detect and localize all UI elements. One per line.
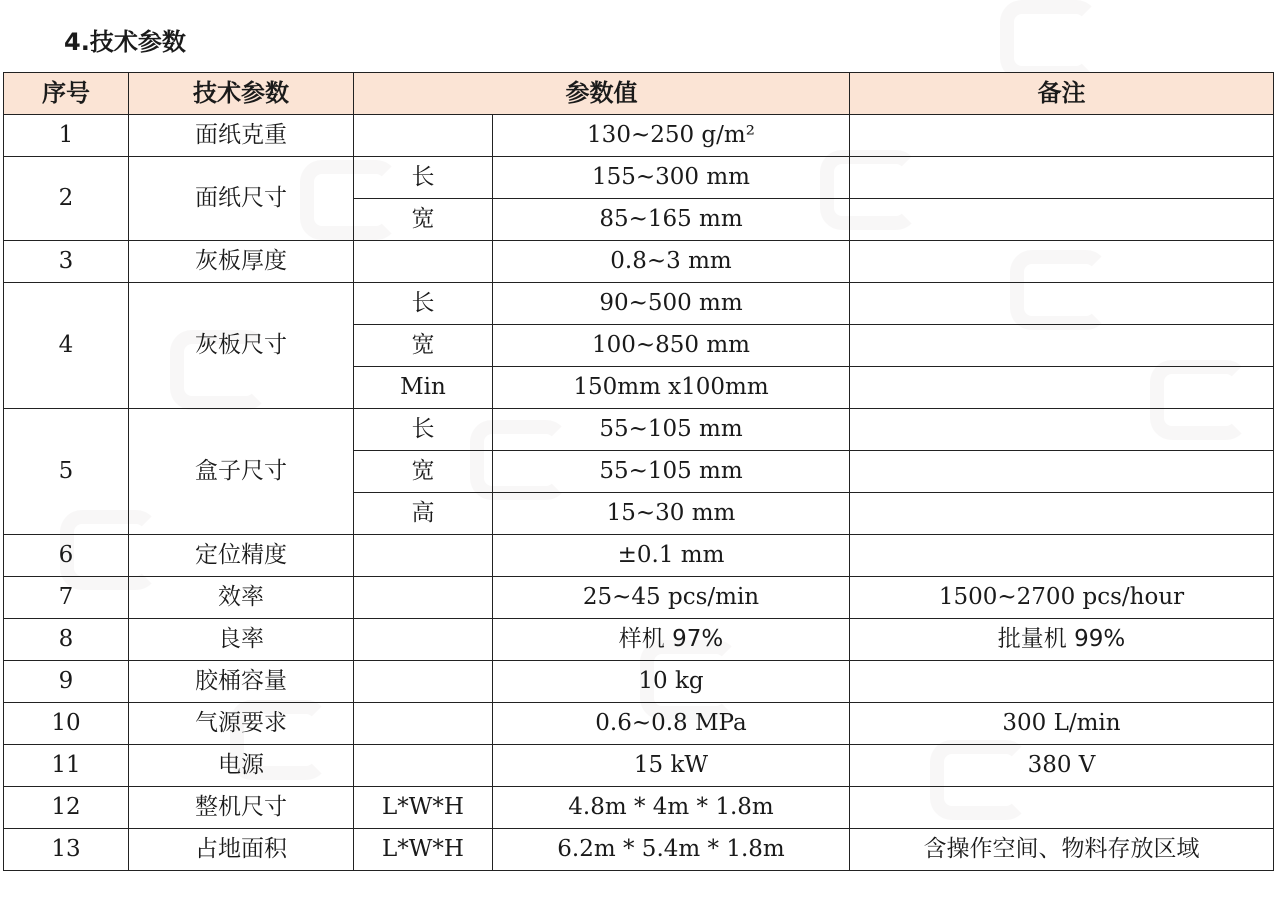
cell-note (850, 241, 1274, 283)
cell-value: 0.6~0.8 MPa (493, 703, 850, 745)
cell-no: 6 (4, 535, 129, 577)
watermark-logo (1000, 0, 1098, 80)
cell-value: 样机 97% (493, 619, 850, 661)
cell-note (850, 283, 1274, 325)
cell-sub (354, 241, 493, 283)
table-row (4, 115, 1274, 157)
header-param: 技术参数 (129, 73, 354, 115)
cell-sub (354, 745, 493, 787)
cell-note (850, 493, 1274, 535)
table-row (4, 241, 1274, 283)
cell-sub (354, 115, 493, 157)
cell-note (850, 409, 1274, 451)
cell-param: 定位精度 (129, 535, 354, 577)
cell-note (850, 787, 1274, 829)
cell-note (850, 115, 1274, 157)
table-row (4, 829, 1274, 871)
cell-param: 盒子尺寸 (129, 409, 354, 535)
cell-param: 灰板尺寸 (129, 283, 354, 409)
cell-note: 批量机 99% (850, 619, 1274, 661)
cell-param: 灰板厚度 (129, 241, 354, 283)
cell-value: 155~300 mm (493, 157, 850, 199)
header-note: 备注 (850, 73, 1274, 115)
cell-value: 0.8~3 mm (493, 241, 850, 283)
table-row (4, 703, 1274, 745)
table-row (4, 745, 1274, 787)
cell-no: 5 (4, 409, 129, 535)
cell-param: 面纸克重 (129, 115, 354, 157)
cell-sub: 宽 (354, 325, 493, 367)
cell-no: 11 (4, 745, 129, 787)
cell-note (850, 325, 1274, 367)
cell-sub (354, 661, 493, 703)
cell-sub (354, 535, 493, 577)
cell-param: 效率 (129, 577, 354, 619)
cell-value: 4.8m * 4m * 1.8m (493, 787, 850, 829)
cell-param: 面纸尺寸 (129, 157, 354, 241)
cell-value: 25~45 pcs/min (493, 577, 850, 619)
cell-note (850, 451, 1274, 493)
cell-param: 整机尺寸 (129, 787, 354, 829)
cell-sub: 高 (354, 493, 493, 535)
table-row (4, 787, 1274, 829)
table-row (4, 409, 1274, 451)
cell-no: 12 (4, 787, 129, 829)
cell-param: 气源要求 (129, 703, 354, 745)
table-row (4, 157, 1274, 199)
header-value: 参数值 (354, 73, 850, 115)
cell-param: 良率 (129, 619, 354, 661)
cell-param: 占地面积 (129, 829, 354, 871)
table-header-row (4, 73, 1274, 115)
cell-value: 100~850 mm (493, 325, 850, 367)
table-row (4, 577, 1274, 619)
cell-value: 150mm x100mm (493, 367, 850, 409)
cell-value: 90~500 mm (493, 283, 850, 325)
table-row (4, 661, 1274, 703)
cell-sub: Min (354, 367, 493, 409)
cell-no: 7 (4, 577, 129, 619)
cell-value: 15~30 mm (493, 493, 850, 535)
cell-value: 6.2m * 5.4m * 1.8m (493, 829, 850, 871)
cell-value: 55~105 mm (493, 451, 850, 493)
cell-value: 10 kg (493, 661, 850, 703)
cell-sub (354, 619, 493, 661)
cell-note (850, 157, 1274, 199)
cell-sub: 长 (354, 283, 493, 325)
cell-sub (354, 703, 493, 745)
cell-no: 1 (4, 115, 129, 157)
cell-param: 胶桶容量 (129, 661, 354, 703)
cell-note: 380 V (850, 745, 1274, 787)
cell-value: 15 kW (493, 745, 850, 787)
header-no: 序号 (4, 73, 129, 115)
cell-note: 含操作空间、物料存放区域 (850, 829, 1274, 871)
cell-value: 55~105 mm (493, 409, 850, 451)
cell-value: 130~250 g/m² (493, 115, 850, 157)
cell-note (850, 661, 1274, 703)
section-title: 4.技术参数 (64, 28, 186, 56)
cell-sub: L*W*H (354, 829, 493, 871)
cell-no: 4 (4, 283, 129, 409)
table-row (4, 283, 1274, 325)
cell-value: 85~165 mm (493, 199, 850, 241)
cell-param: 电源 (129, 745, 354, 787)
cell-sub: 宽 (354, 199, 493, 241)
cell-sub: 长 (354, 157, 493, 199)
cell-value: ±0.1 mm (493, 535, 850, 577)
cell-no: 9 (4, 661, 129, 703)
cell-sub: 长 (354, 409, 493, 451)
cell-note (850, 367, 1274, 409)
cell-note (850, 535, 1274, 577)
table-row (4, 535, 1274, 577)
cell-no: 3 (4, 241, 129, 283)
cell-no: 13 (4, 829, 129, 871)
table-row (4, 619, 1274, 661)
cell-note (850, 199, 1274, 241)
cell-no: 2 (4, 157, 129, 241)
cell-note: 300 L/min (850, 703, 1274, 745)
cell-sub: 宽 (354, 451, 493, 493)
cell-sub (354, 577, 493, 619)
cell-no: 10 (4, 703, 129, 745)
technical-parameters-table (3, 72, 1274, 871)
cell-sub: L*W*H (354, 787, 493, 829)
cell-no: 8 (4, 619, 129, 661)
cell-note: 1500~2700 pcs/hour (850, 577, 1274, 619)
